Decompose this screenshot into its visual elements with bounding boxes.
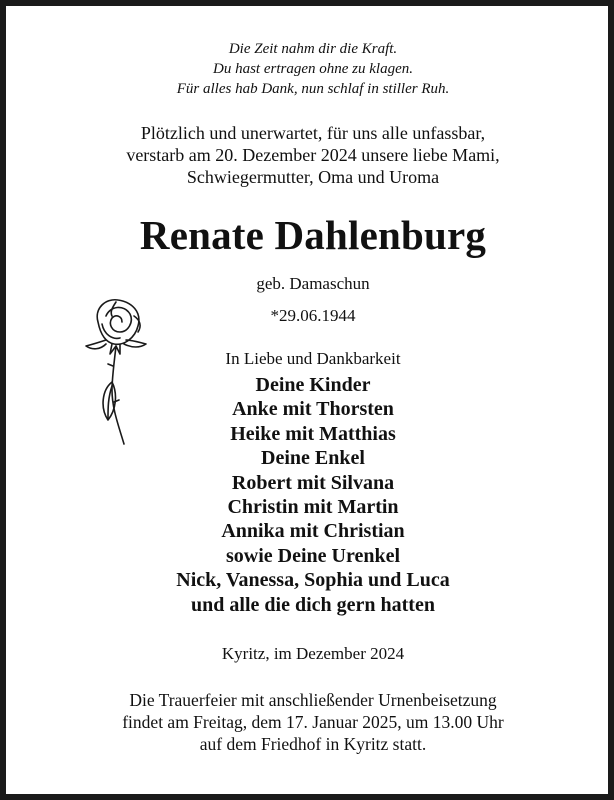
funeral-info (12, 689, 614, 755)
mourner-line: Robert mit Silvana (231, 471, 395, 494)
poem (12, 39, 614, 99)
funeral-line: Die Trauerfeier mit anschließender Urnenbeisetzung (129, 690, 497, 710)
poem-line: Für alles hab Dank, nun schlaf in stiller Ruh. (176, 81, 450, 97)
announcement-line: verstarb am 20. Dezember 2024 unsere liebe Mami, (126, 145, 500, 165)
mourners-list (12, 373, 614, 617)
birth-name: geb. Damaschun (256, 274, 370, 293)
mourner-line: Anke mit Thorsten (232, 398, 394, 421)
announcement-text (12, 122, 614, 188)
thanks-line: In Liebe und Dankbarkeit (225, 349, 401, 368)
mourner-line: sowie Deine Urenkel (225, 544, 401, 567)
mourner-line: Heike mit Matthias (230, 422, 396, 445)
funeral-line: auf dem Friedhof in Kyritz statt. (199, 734, 427, 754)
funeral-line: findet am Freitag, dem 17. Januar 2025, um 13.00 Uhr (122, 712, 504, 732)
mourner-line: Deine Enkel (261, 447, 365, 470)
birth-date: *29.06.1944 (270, 306, 356, 325)
mourner-line: Nick, Vanessa, Sophia und Luca (176, 569, 450, 592)
poem-line: Die Zeit nahm dir die Kraft. (228, 41, 398, 57)
mourner-line: und alle die dich gern hatten (191, 593, 435, 616)
mourner-line: Christin mit Martin (227, 496, 399, 519)
announcement-line: Plötzlich und unerwartet, für uns alle unfassbar, (140, 123, 486, 143)
mourner-line: Deine Kinder (255, 374, 371, 396)
announcement-line: Schwiegermutter, Oma und Uroma (186, 167, 440, 187)
mourner-line: Annika mit Christian (221, 520, 405, 543)
deceased-name: Renate Dahlenburg (139, 212, 487, 258)
poem-line: Du hast ertragen ohne zu klagen. (213, 61, 413, 77)
place-date: Kyritz, im Dezember 2024 (221, 644, 405, 663)
